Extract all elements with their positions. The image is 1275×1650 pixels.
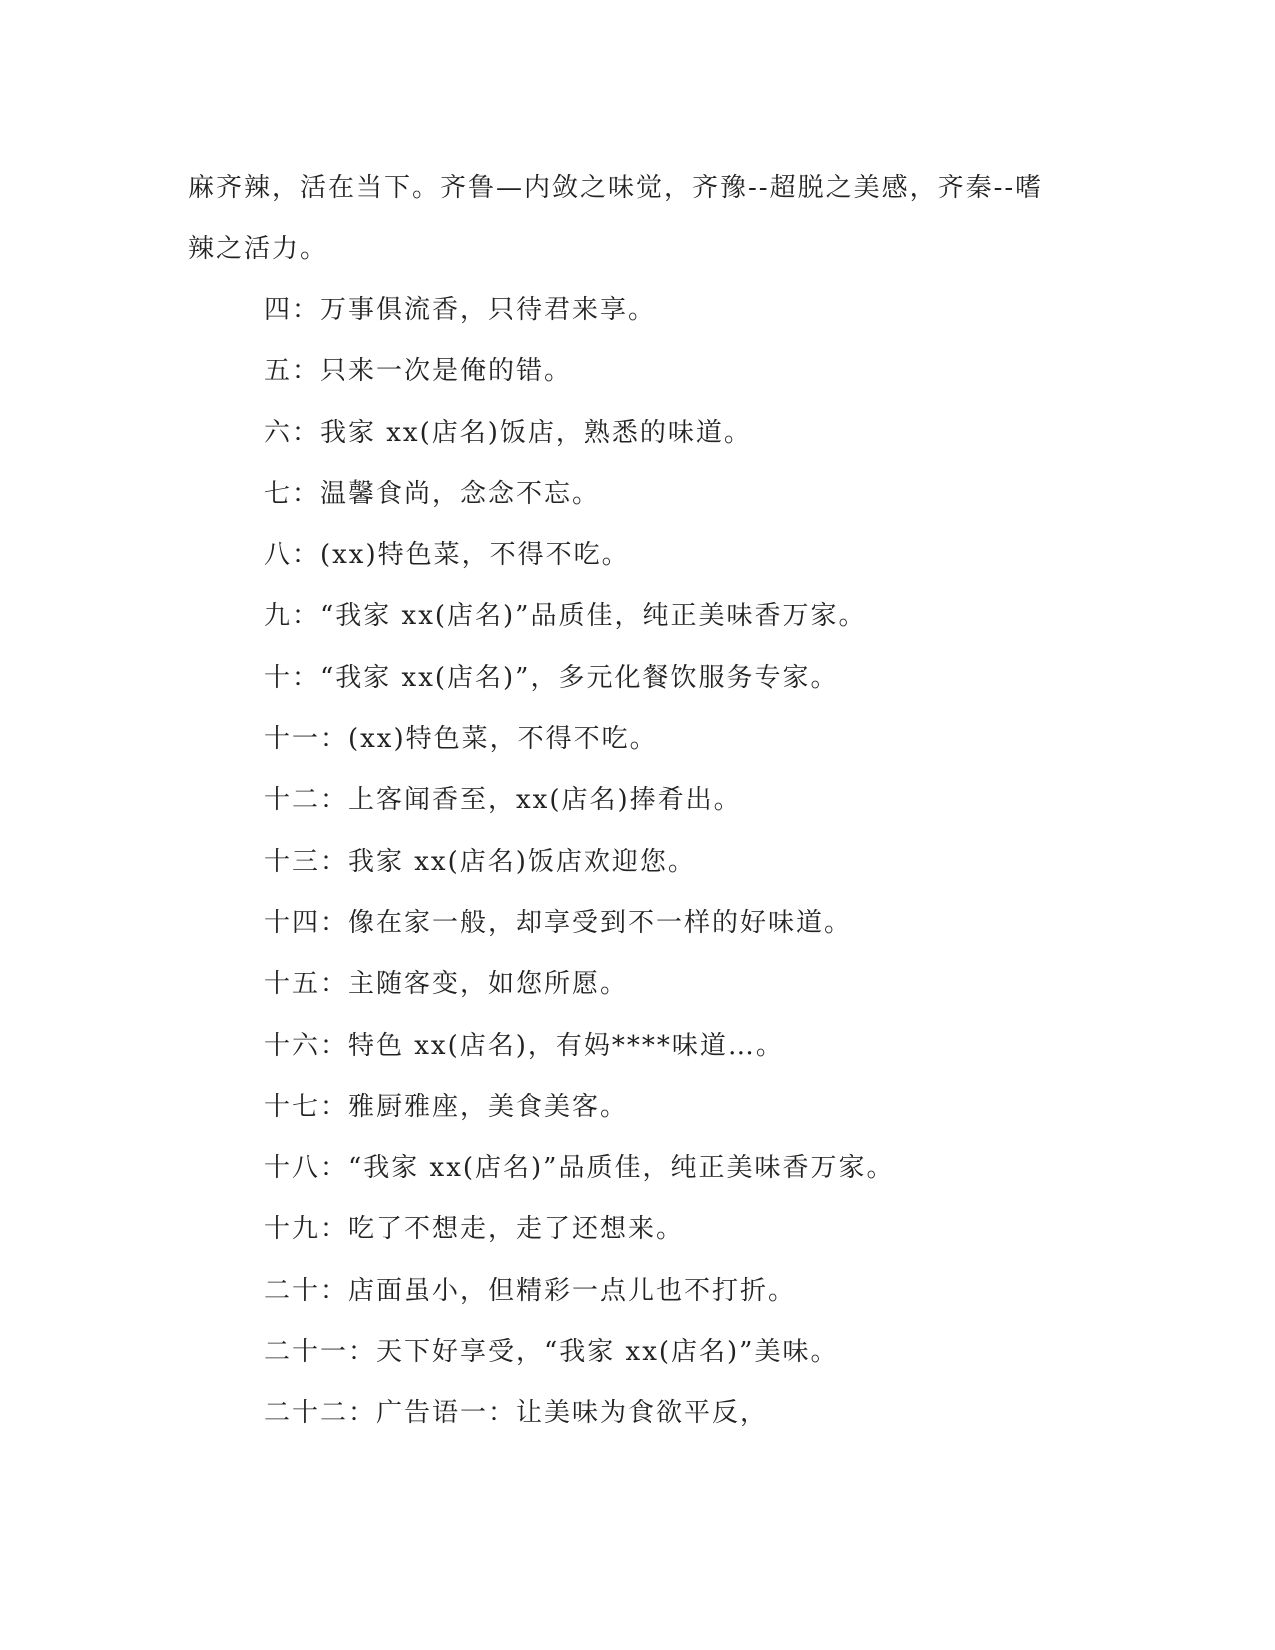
slogan-item-9: 九：“我家 xx(店名)”品质佳，纯正美味香万家。 <box>264 601 867 632</box>
slogan-item-18: 十八：“我家 xx(店名)”品质佳，纯正美味香万家。 <box>264 1153 895 1184</box>
slogan-item-21: 二十一：天下好享受，“我家 xx(店名)”美味。 <box>264 1337 839 1368</box>
slogan-item-10: 十：“我家 xx(店名)”，多元化餐饮服务专家。 <box>264 662 839 693</box>
intro-line-2: 辣之活力。 <box>188 234 329 264</box>
document-body <box>188 158 1088 1445</box>
slogan-item-5: 五：只来一次是俺的错。 <box>264 356 573 387</box>
slogan-item-8: 八：(xx)特色菜，不得不吃。 <box>264 540 630 571</box>
slogan-item-6: 六：我家 xx(店名)饭店，熟悉的味道。 <box>264 417 752 448</box>
slogan-item-16: 十六：特色 xx(店名)，有妈****味道…。 <box>264 1030 784 1061</box>
slogan-item-7: 七：温馨食尚，念念不忘。 <box>264 478 601 509</box>
slogan-item-22: 二十二：广告语一：让美味为食欲平反， <box>264 1398 769 1429</box>
slogan-item-14: 十四：像在家一般，却享受到不一样的好味道。 <box>264 907 853 938</box>
slogan-item-11: 十一：(xx)特色菜，不得不吃。 <box>264 724 658 755</box>
slogan-item-12: 十二：上客闻香至，xx(店名)捧肴出。 <box>264 785 742 816</box>
intro-line-1: 麻齐辣，活在当下。齐鲁—内敛之味觉，齐豫--超脱之美感，齐秦--嗜 <box>188 173 1044 203</box>
slogan-item-20: 二十：店面虽小，但精彩一点儿也不打折。 <box>264 1275 797 1306</box>
slogan-item-19: 十九：吃了不想走，走了还想来。 <box>264 1214 685 1245</box>
slogan-item-15: 十五：主随客变，如您所愿。 <box>264 969 629 1000</box>
slogan-item-4: 四：万事俱流香，只待君来享。 <box>264 295 657 325</box>
slogan-item-13: 十三：我家 xx(店名)饭店欢迎您。 <box>264 846 696 877</box>
slogan-item-17: 十七：雅厨雅座，美食美客。 <box>264 1091 629 1122</box>
